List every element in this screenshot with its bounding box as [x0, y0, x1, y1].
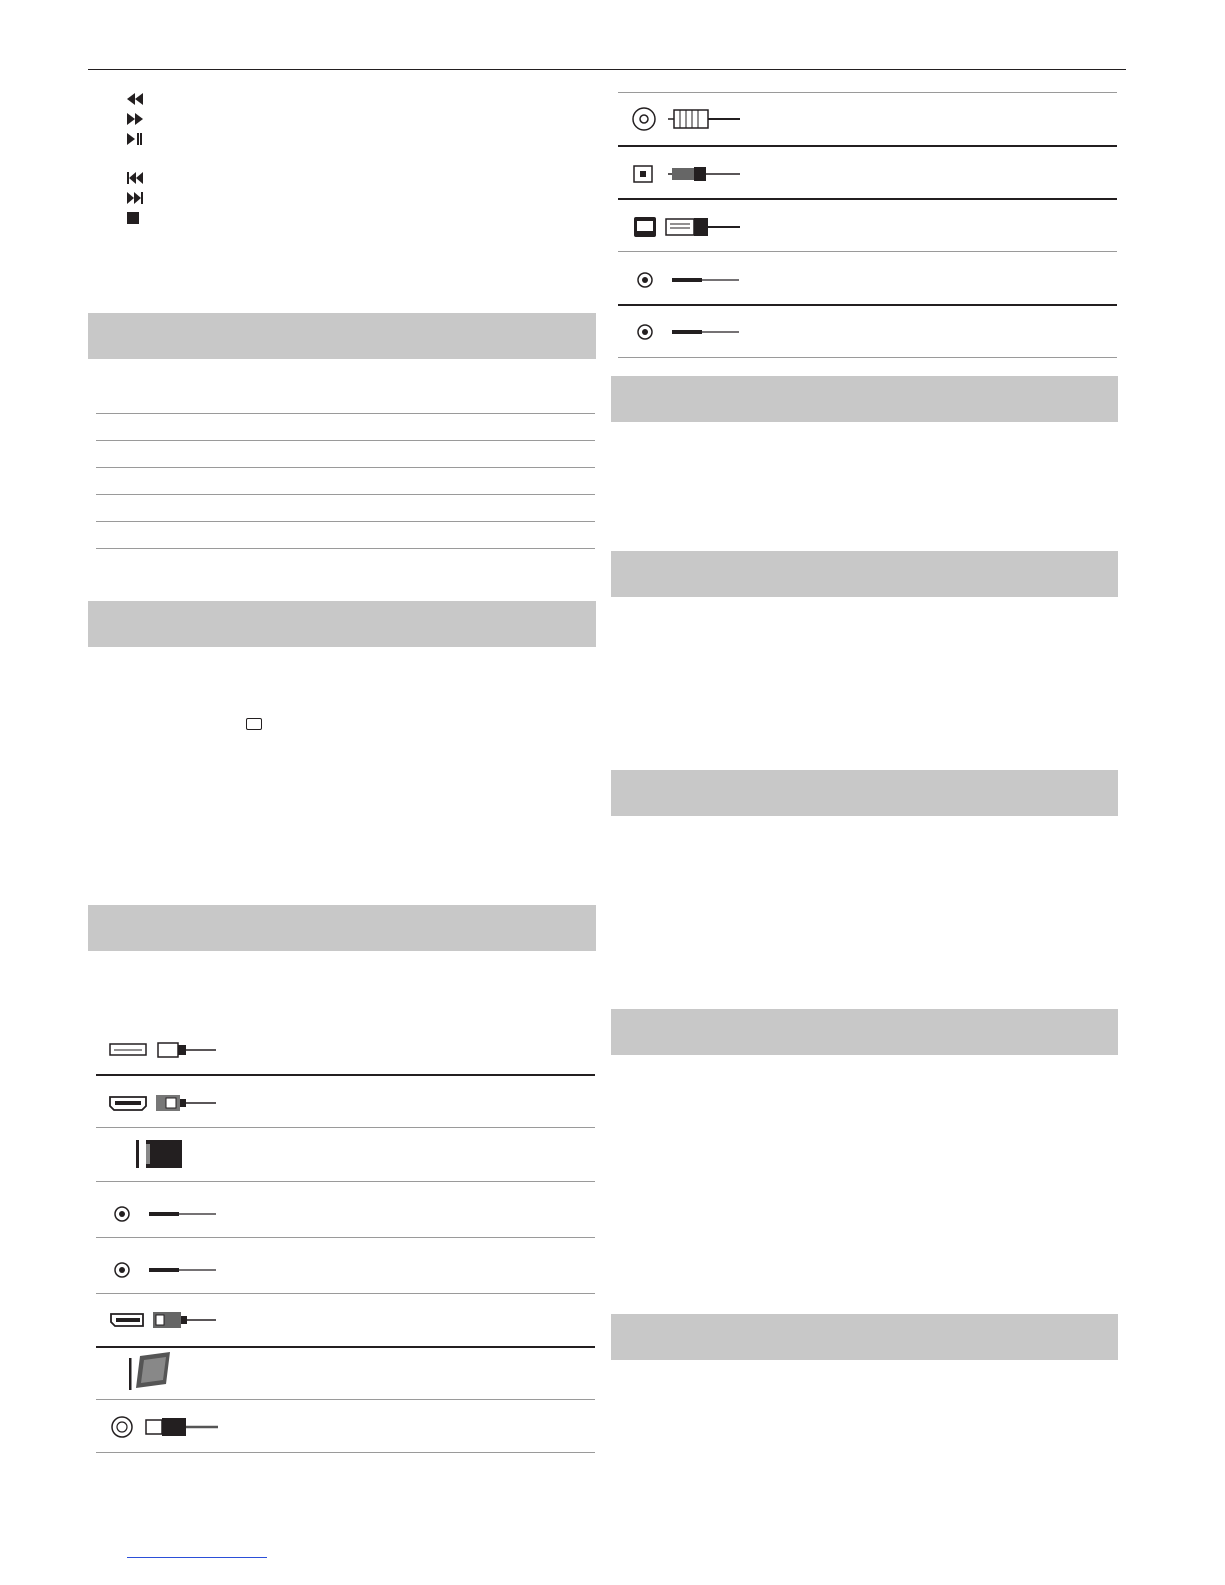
table-row-divider [96, 1293, 595, 1294]
sd-card-slot-icon [132, 1138, 184, 1170]
table-row-divider [96, 413, 595, 414]
section-header-bar [88, 313, 596, 359]
audio-jack-icon [636, 323, 741, 341]
play-pause-icon [125, 131, 145, 147]
audio-jack-icon [113, 1261, 218, 1279]
table-row-divider [96, 467, 595, 468]
section-header-bar [611, 1314, 1118, 1360]
fast-forward-icon [125, 111, 145, 127]
satellite-connector-icon [630, 105, 742, 133]
table-row-divider [618, 251, 1117, 252]
table-row-divider [96, 1346, 595, 1348]
table-row-divider [618, 304, 1117, 306]
audio-jack-icon [636, 271, 741, 289]
header-rule [88, 69, 1126, 70]
table-row-divider [96, 1181, 595, 1182]
skip-next-icon [125, 190, 145, 206]
section-header-bar [611, 551, 1118, 597]
section-header-bar [88, 905, 596, 951]
table-row-divider [618, 145, 1117, 147]
usb-port-icon [108, 1040, 218, 1060]
hdmi-port-icon [108, 1093, 218, 1113]
rewind-icon [125, 91, 145, 107]
table-row-divider [96, 1127, 595, 1128]
stop-icon [125, 210, 145, 226]
footer-link[interactable] [127, 1557, 267, 1558]
skip-previous-icon [125, 170, 145, 186]
coaxial-antenna-icon [110, 1414, 220, 1440]
table-row-divider [96, 1452, 595, 1453]
table-row-divider [96, 440, 595, 441]
section-header-bar [611, 376, 1118, 422]
table-row-divider [618, 198, 1117, 200]
table-row-divider [96, 1074, 595, 1076]
table-row-divider [96, 521, 595, 522]
audio-jack-icon [113, 1205, 218, 1223]
table-row-divider [618, 357, 1117, 358]
section-header-bar [88, 601, 596, 647]
table-row-divider [96, 494, 595, 495]
optical-audio-icon [632, 163, 742, 185]
input-source-key-icon [246, 718, 262, 730]
ethernet-port-icon [632, 215, 742, 239]
displayport-icon [108, 1310, 218, 1330]
section-header-bar [611, 1009, 1118, 1055]
table-row-divider [618, 92, 1117, 93]
table-row-divider [96, 548, 595, 549]
section-header-bar [611, 770, 1118, 816]
ci-card-slot-icon [126, 1352, 176, 1392]
table-row-divider [96, 1237, 595, 1238]
table-row-divider [96, 1399, 595, 1400]
